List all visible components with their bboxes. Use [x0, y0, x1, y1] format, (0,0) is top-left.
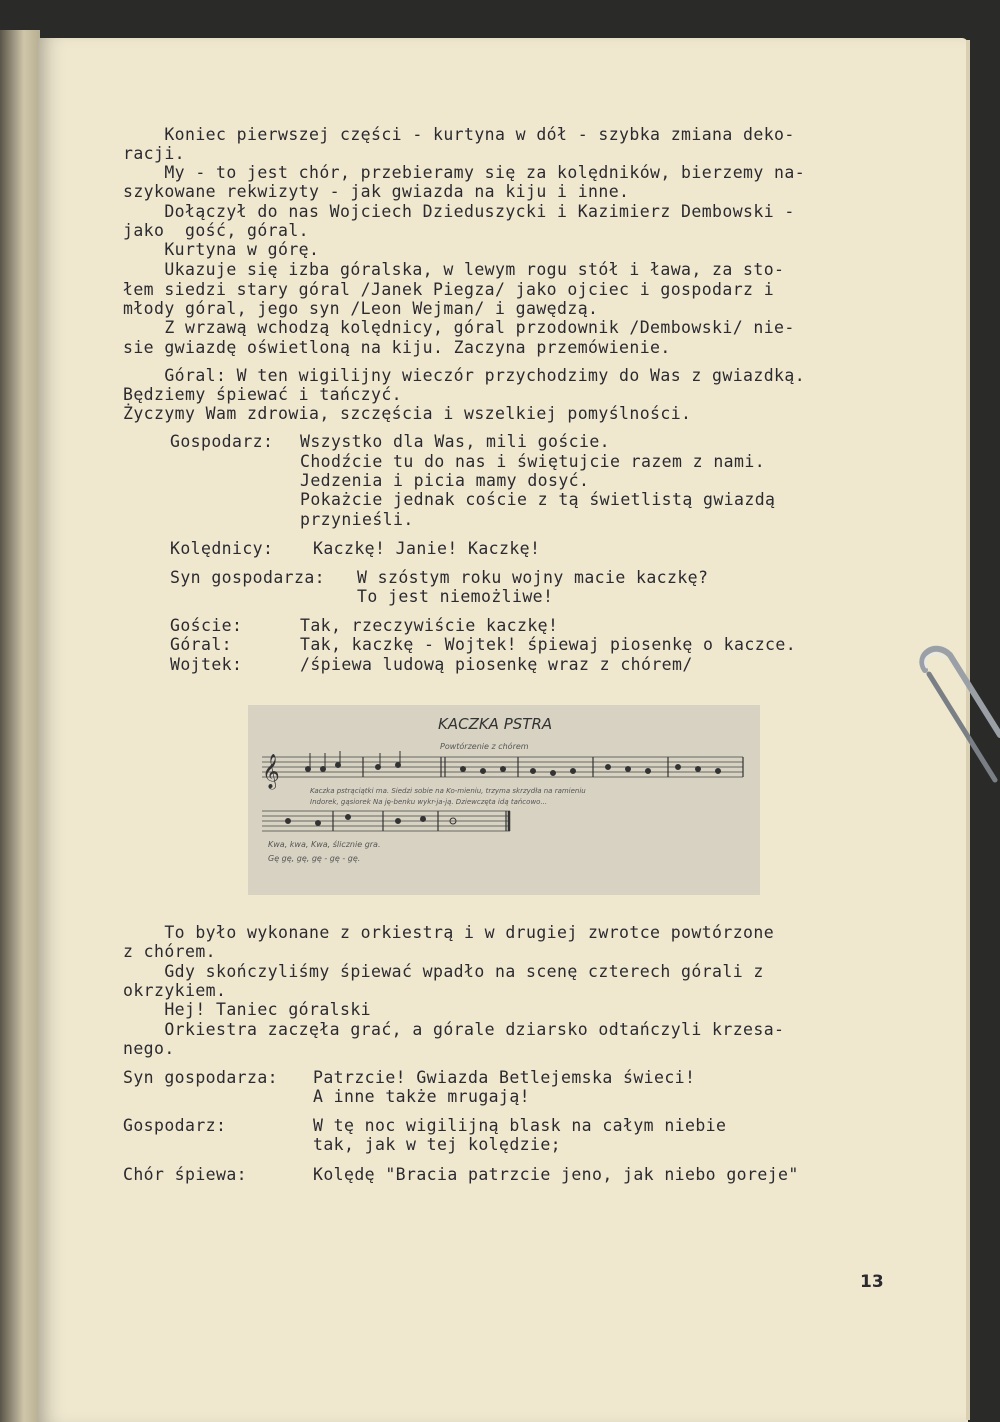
dialogue-line: W szóstym roku wojny macie kaczkę? — [357, 568, 709, 587]
treble-clef-icon: 𝄞 — [262, 754, 280, 789]
dialogue-line: W tę noc wigilijną blask na całym niebie — [313, 1116, 727, 1135]
narrative-line: Kurtyna w górę. — [123, 240, 320, 259]
narrative-line: łem siedzi stary góral /Janek Piegza/ jako ojciec i gospodarz i — [123, 280, 775, 299]
dialogue-line: Patrzcie! Gwiazda Betlejemska świeci! — [313, 1068, 696, 1087]
narrative-line: jako gość, góral. — [123, 221, 310, 240]
speaker-label: Syn gospodarza: — [123, 1068, 279, 1087]
narrative-line: Koniec pierwszej części - kurtyna w dół - szybka zmiana deko- — [123, 125, 795, 144]
speaker-label: Goście: — [170, 616, 243, 635]
lyrics-line: Kwa, kwa, Kwa, ślicznie gra. — [268, 840, 381, 849]
music-subtitle: Powtórzenie z chórem — [440, 742, 529, 751]
speaker-label: Gospodarz: — [170, 432, 274, 451]
narrative-line: sie gwiazdę oświetloną na kiju. Zaczyna przemówienie. — [123, 338, 671, 357]
narrative-line: okrzykiem. — [123, 981, 227, 1000]
narrative-line: racji. — [123, 144, 186, 163]
lyrics-line: Gę gę, gę, gę - gę - gę. — [268, 854, 361, 863]
narrative-line: Gdy skończyliśmy śpiewać wpadło na scenę czterech górali z — [123, 962, 764, 981]
narrative-line: To było wykonane z orkiestrą i w drugiej zwrotce powtórzone — [123, 923, 775, 942]
speaker-label: Gospodarz: — [123, 1116, 227, 1135]
page-number: 13 — [860, 1272, 884, 1292]
dialogue-line: Jedzenia i picia mamy dosyć. — [300, 471, 590, 490]
paperclip-icon — [915, 640, 1000, 790]
dialogue-line: Tak, kaczkę - Wojtek! śpiewaj piosenkę o kaczce. — [300, 635, 797, 654]
music-title: KACZKA PSTRA — [438, 715, 553, 733]
narrative-line: Ukazuje się izba góralska, w lewym rogu stół i ława, za sto- — [123, 260, 785, 279]
goral-speech-line: Będziemy śpiewać i tańczyć. — [123, 385, 403, 404]
narrative-line: Z wrzawą wchodzą kolędnicy, góral przodownik /Dembowski/ nie- — [123, 318, 795, 337]
music-score — [248, 705, 760, 895]
speaker-label: Chór śpiewa: — [123, 1165, 248, 1184]
dialogue-line: Tak, rzeczywiście kaczkę! — [300, 616, 559, 635]
narrative-line: Hej! Taniec góralski — [123, 1000, 372, 1019]
narrative-line: z chórem. — [123, 942, 217, 961]
narrative-line: szykowane rekwizyty - jak gwiazda na kiju i inne. — [123, 182, 630, 201]
staff-2 — [262, 811, 510, 831]
narrative-line: My - to jest chór, przebieramy się za kolędników, bierzemy na- — [123, 163, 806, 182]
lyrics-line: Kaczka pstrąciątki ma. Siedzi sobie na Ko-mieniu, trzyma skrzydła na ramieniu — [310, 787, 586, 795]
speaker-label: Kolędnicy: — [170, 539, 274, 558]
dialogue-line: A inne także mrugają! — [313, 1087, 531, 1106]
facing-page-edge — [0, 30, 40, 1422]
dialogue-line: To jest niemożliwe! — [357, 587, 554, 606]
lyrics-line: Indorek, gąsiorek Na ję-benku wykr-ja-ją. Dziewczęta idą tańcowo... — [310, 798, 548, 806]
dialogue-line: Chodźcie tu do nas i świętujcie razem z nami. — [300, 452, 766, 471]
dialogue-line: Kaczkę! Janie! Kaczkę! — [313, 539, 541, 558]
narrative-line: Dołączył do nas Wojciech Dzieduszycki i Kazimierz Dembowski - — [123, 202, 795, 221]
music-score-drawing — [248, 705, 760, 895]
speaker-label: Wojtek: — [170, 655, 243, 674]
goral-speech-line: Życzymy Wam zdrowia, szczęścia i wszelkiej pomyślności. — [123, 404, 692, 423]
dialogue-line: /śpiewa ludową piosenkę wraz z chórem/ — [300, 655, 693, 674]
speaker-label: Góral: — [170, 635, 233, 654]
dialogue-line: Wszystko dla Was, mili goście. — [300, 432, 611, 451]
narrative-line: Orkiestra zaczęła grać, a górale dziarsko odtańczyli krzesa- — [123, 1020, 785, 1039]
narrative-line: nego. — [123, 1039, 175, 1058]
dialogue-line: Kolędę "Bracia patrzcie jeno, jak niebo goreje" — [313, 1165, 799, 1184]
goral-speech-line: Góral: W ten wigilijny wieczór przychodzimy do Was z gwiazdką. — [123, 366, 806, 385]
dialogue-line: Pokażcie jednak coście z tą świetlistą gwiazdą — [300, 490, 776, 509]
speaker-label: Syn gospodarza: — [170, 568, 326, 587]
narrative-line: młody góral, jego syn /Leon Wejman/ i gawędzą. — [123, 299, 599, 318]
dialogue-line: tak, jak w tej kolędzie; — [313, 1135, 562, 1154]
dialogue-line: przynieśli. — [300, 510, 414, 529]
